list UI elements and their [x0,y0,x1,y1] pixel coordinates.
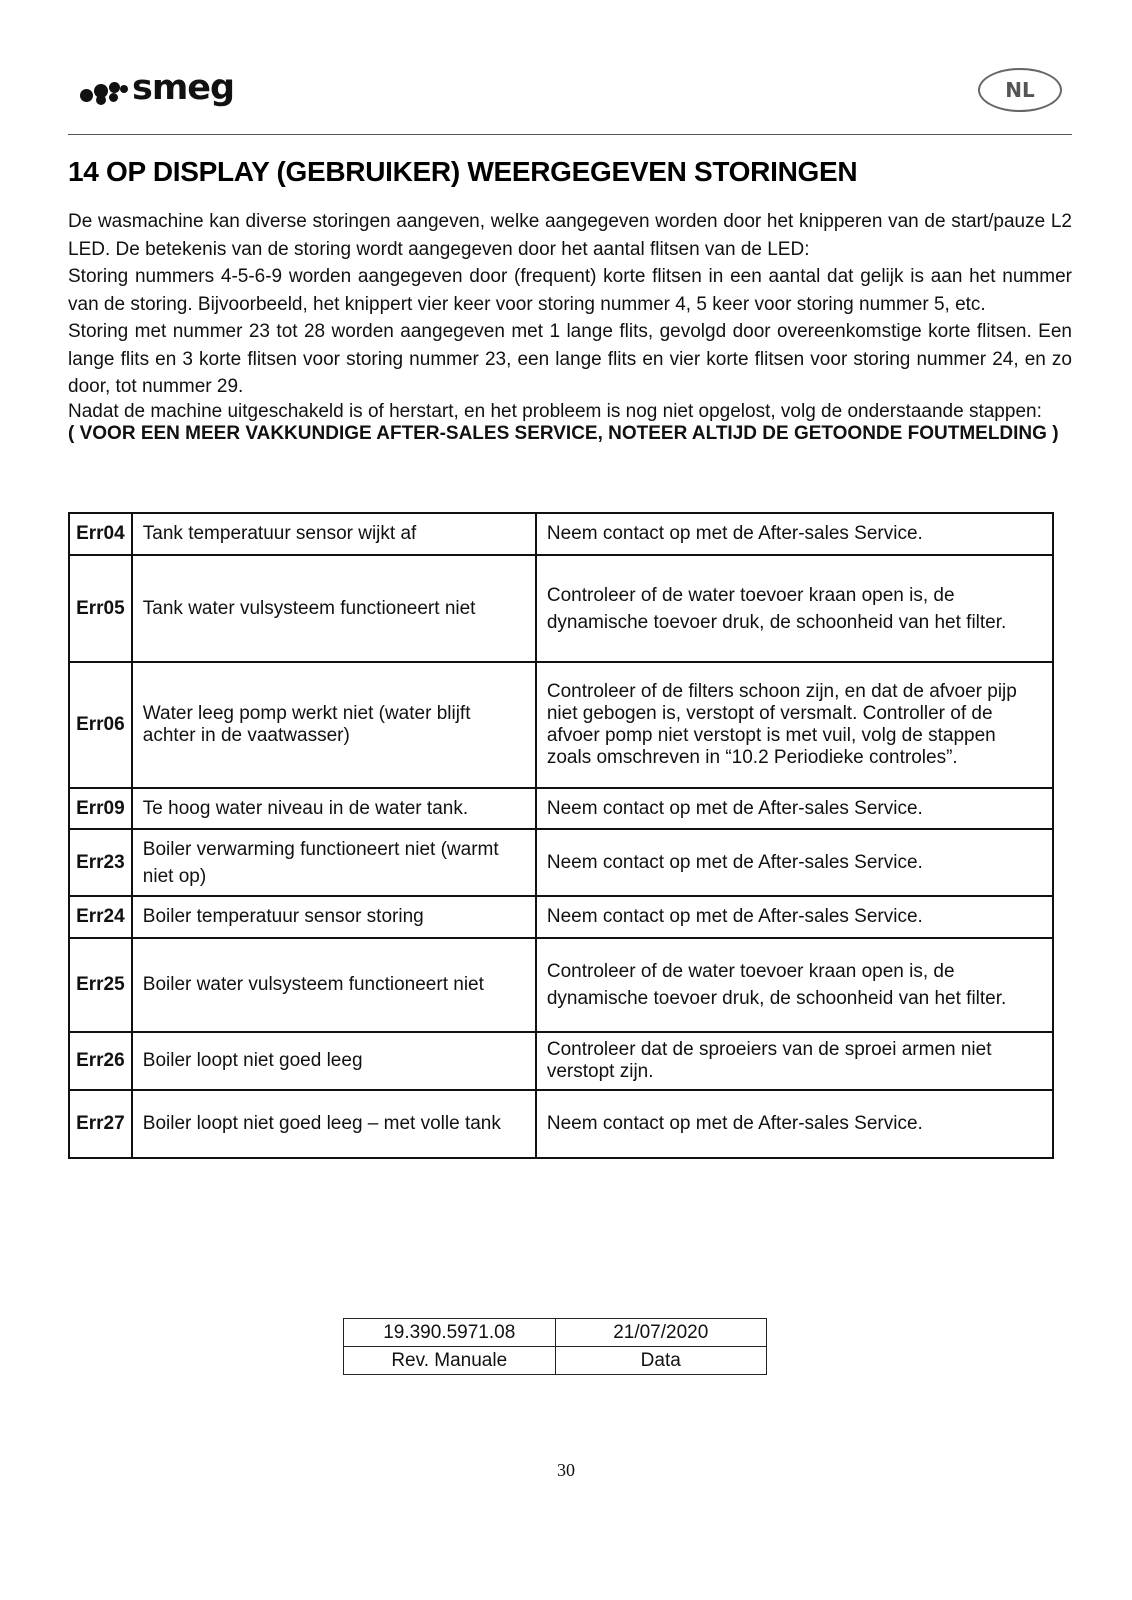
error-table [68,512,1054,1159]
page-header [68,60,1072,138]
language-badge: NL [978,68,1062,112]
error-action: Controleer dat de sproeiers van de sproei armen niet verstopt zijn. [536,1032,1053,1090]
error-code: Err24 [69,896,132,938]
revision-number-label: Rev. Manuale [344,1347,556,1375]
table-row [69,938,1053,1032]
error-action: Neem contact op met de After-sales Service. [536,1090,1053,1158]
page-number: 30 [557,1460,575,1480]
header-divider [68,134,1072,135]
intro-paragraph-2: Storing nummers 4-5-6-9 worden aangegeven door (frequent) korte flitsen in een aantal dat gelijk is aan het nummer van de storing. Bijvoorbeeld, het knippert vier keer voor storing nummer 4, 5 keer voor storing nummer 5, etc. [68,266,1072,315]
revision-date: 21/07/2020 [555,1319,767,1347]
section-title: 14 OP DISPLAY (GEBRUIKER) WEERGEGEVEN STORINGEN [68,156,858,187]
error-code: Err25 [69,938,132,1032]
error-action: Controleer of de water toevoer kraan open is, de dynamische toevoer druk, de schoonheid van het filter. [536,555,1053,662]
table-row [69,829,1053,896]
intro-paragraph-1: De wasmachine kan diverse storingen aangeven, welke aangegeven worden door het knipperen van de start/pauze L2 LED. De betekenis van de storing wordt aangegeven door het aantal flitsen van de LED: [68,211,1072,260]
error-code: Err06 [69,662,132,788]
smeg-logo [80,68,234,108]
revision-table [343,1318,767,1375]
logo-dots-icon [80,71,130,105]
error-description: Boiler water vulsysteem functioneert niet [132,938,536,1032]
table-row [69,788,1053,829]
error-action: Controleer of de water toevoer kraan open is, de dynamische toevoer druk, de schoonheid van het filter. [536,938,1053,1032]
error-code: Err27 [69,1090,132,1158]
error-description: Tank water vulsysteem functioneert niet [132,555,536,662]
error-description: Tank temperatuur sensor wijkt af [132,513,536,555]
intro-paragraph-3: Storing met nummer 23 tot 28 worden aangegeven met 1 lange flits, gevolgd door overeenkomstige korte flitsen. Een lange flits en 3 korte flitsen voor storing nummer 23, een lange flits en vier korte flitsen voor storing nummer 24, en zo door, tot nummer 29. [68,321,1072,397]
service-notice: ( VOOR EEN MEER VAKKUNDIGE AFTER-SALES SERVICE, NOTEER ALTIJD DE GETOONDE FOUTMELDING ) [68,422,1059,444]
error-code: Err23 [69,829,132,896]
revision-number: 19.390.5971.08 [344,1319,556,1347]
error-code: Err04 [69,513,132,555]
table-row [344,1347,767,1375]
error-description: Te hoog water niveau in de water tank. [132,788,536,829]
table-row [69,896,1053,938]
table-row [69,662,1053,788]
table-row [69,555,1053,662]
table-row [69,1090,1053,1158]
brand-name: smeg [132,67,235,108]
error-action: Neem contact op met de After-sales Service. [536,788,1053,829]
error-description: Water leeg pomp werkt niet (water blijft achter in de vaatwasser) [132,662,536,788]
error-action: Neem contact op met de After-sales Service. [536,513,1053,555]
error-code: Err05 [69,555,132,662]
table-row [69,513,1053,555]
revision-date-label: Data [555,1347,767,1375]
error-description: Boiler temperatuur sensor storing [132,896,536,938]
error-description: Boiler verwarming functioneert niet (warmt niet op) [132,829,536,896]
error-code: Err09 [69,788,132,829]
error-action: Neem contact op met de After-sales Service. [536,829,1053,896]
intro-text [68,208,1072,446]
error-description: Boiler loopt niet goed leeg – met volle tank [132,1090,536,1158]
error-action: Neem contact op met de After-sales Service. [536,896,1053,938]
table-row [69,1032,1053,1090]
error-action: Controleer of de filters schoon zijn, en dat de afvoer pijp niet gebogen is, verstopt of versmalt. Controller of de afvoer pomp niet verstopt is met vuil, volg de stappen zoals omschreven in “10.2 Periodieke controles”. [536,662,1053,788]
intro-paragraph-4: Nadat de machine uitgeschakeld is of herstart, en het probleem is nog niet opgelost, volg de onderstaande stappen: [68,400,1042,422]
error-code: Err26 [69,1032,132,1090]
error-description: Boiler loopt niet goed leeg [132,1032,536,1090]
table-row [344,1319,767,1347]
